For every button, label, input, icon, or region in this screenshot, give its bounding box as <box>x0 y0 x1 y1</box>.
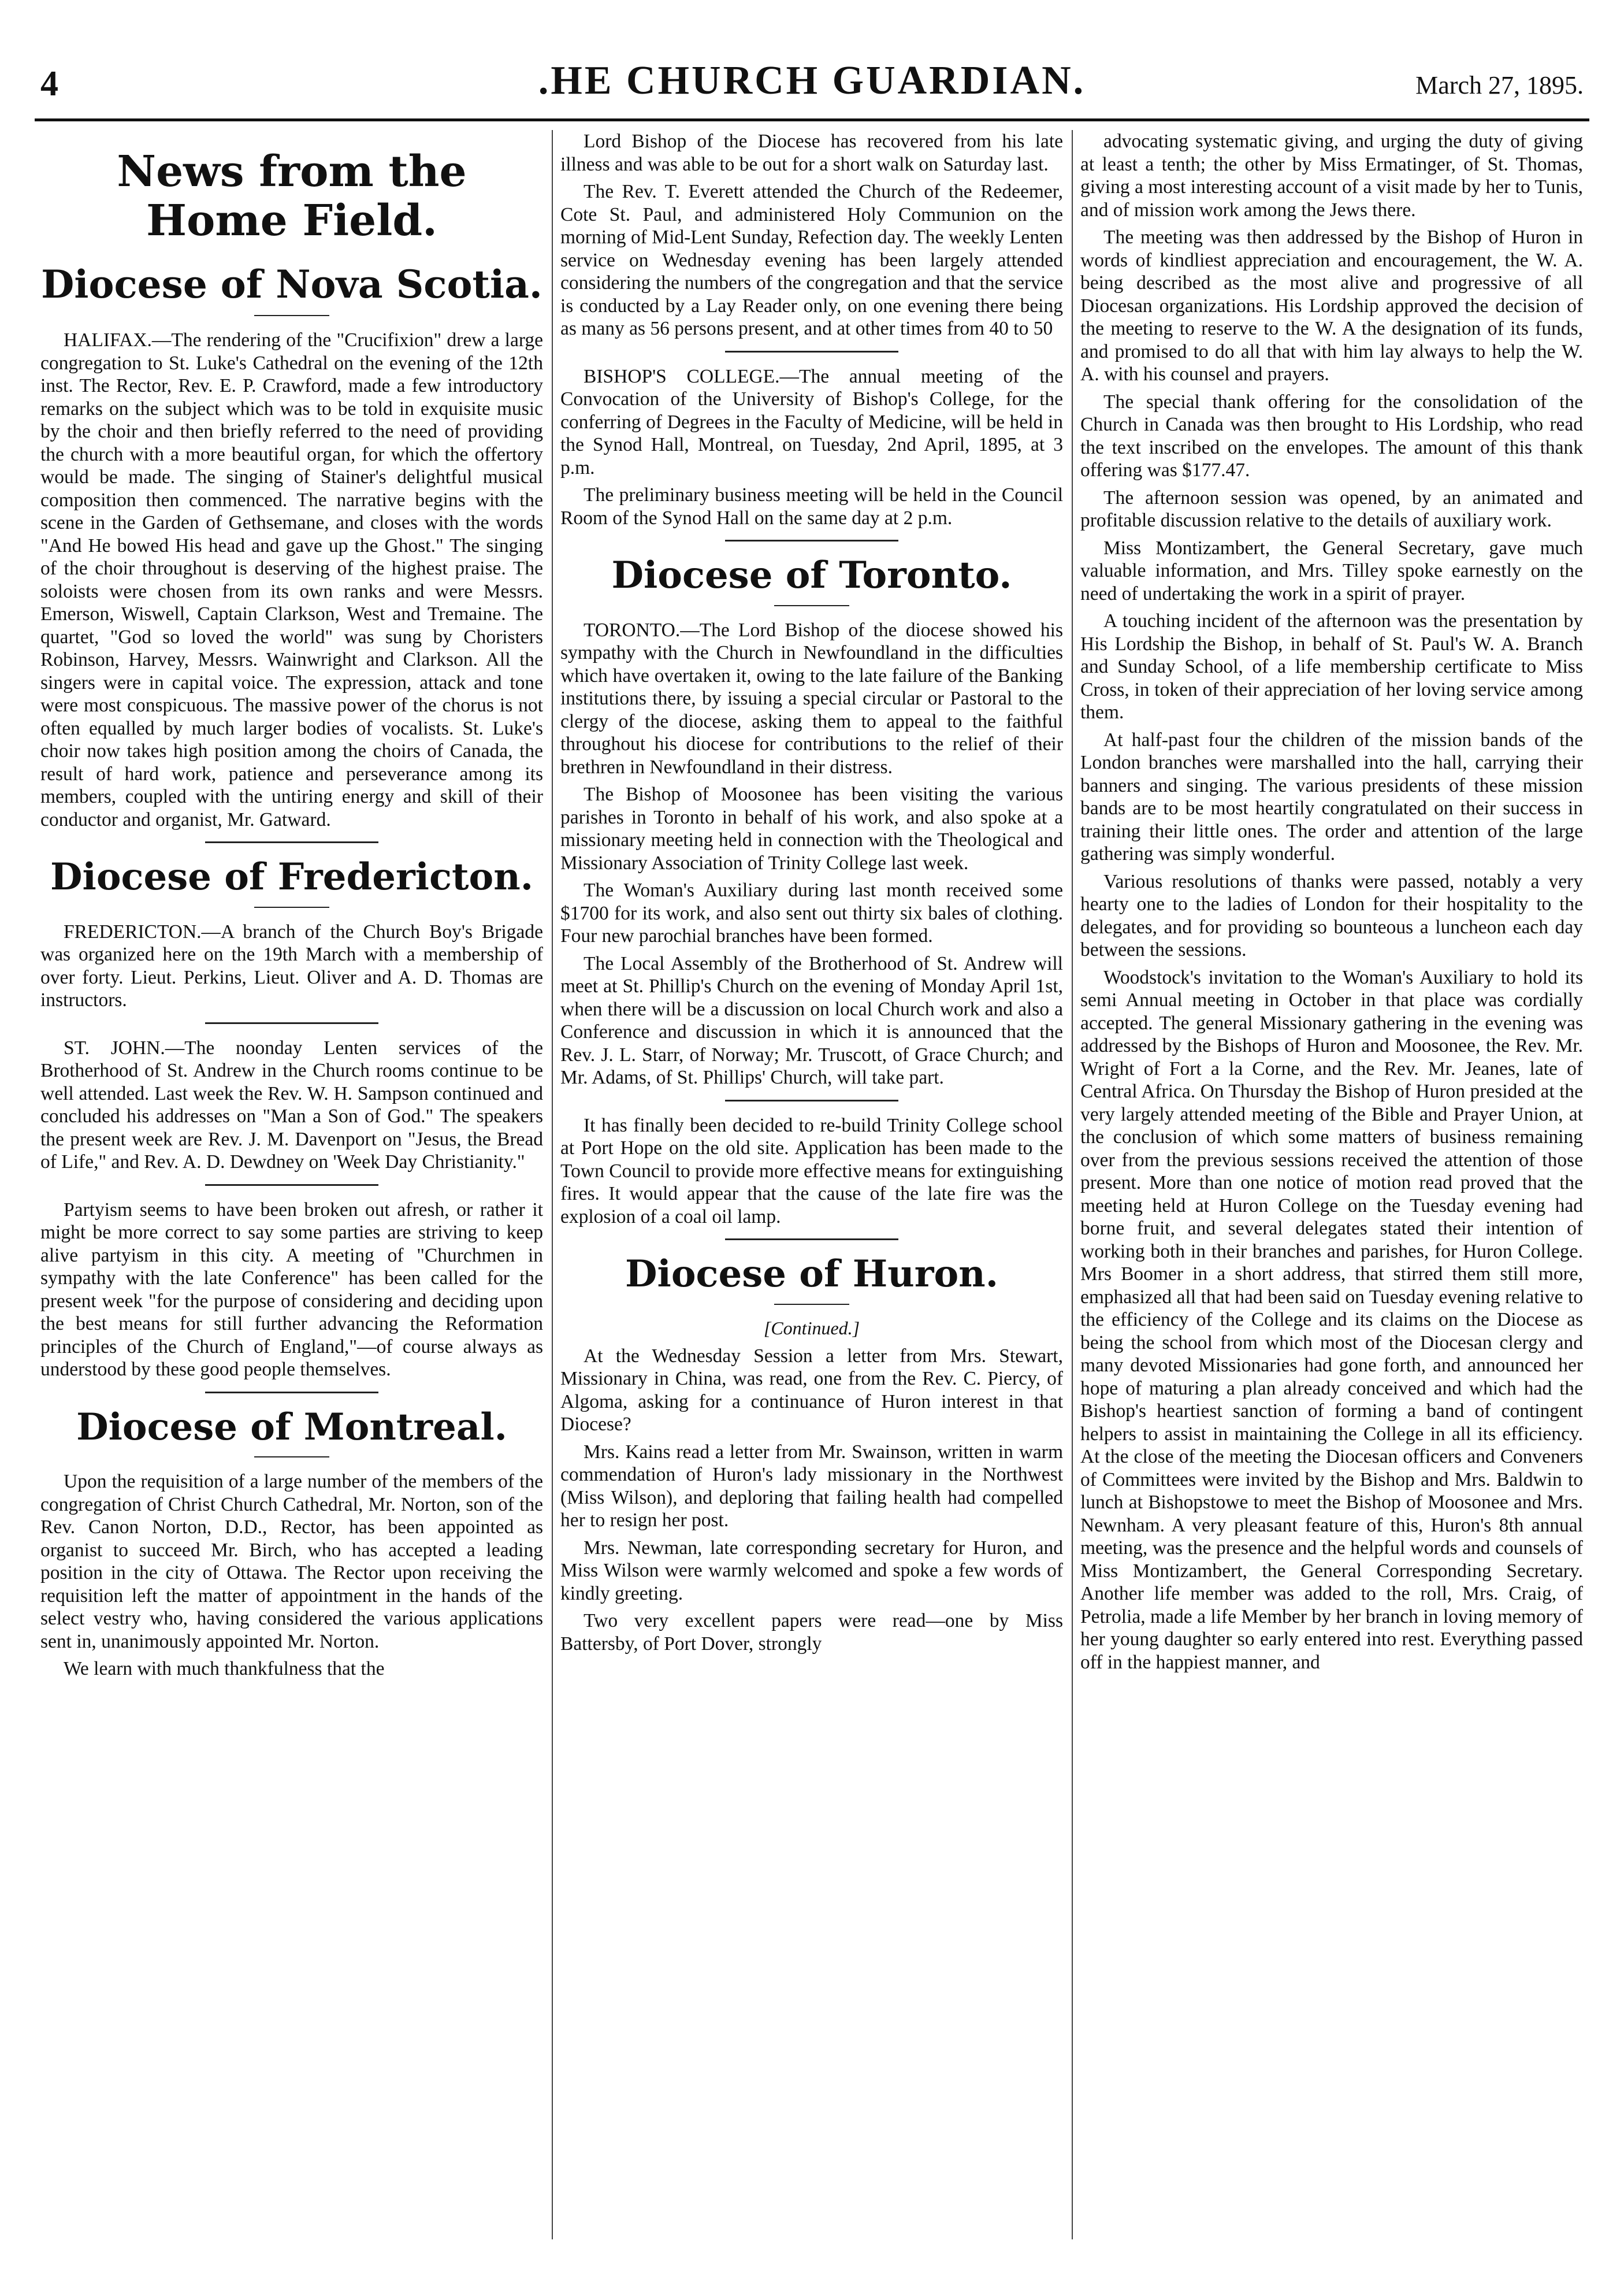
column-1 <box>40 130 543 2245</box>
divider <box>774 1304 849 1305</box>
article-paragraph: HALIFAX.—The rendering of the "Crucifixion" drew a large congregation to St. Luke's Cathedral on the evening of the 12th inst. The Rector, Rev. E. P. Crawford, made a few introductory remarks on the subject which was to be told in exquisite music by the choir and then briefly referred to the need of providing the church with a more beautiful organ, for which the offertory would be made. The singing of Stainer's delightful musical composition then commenced. The narrative begins with the scene in the Garden of Gethsemane, and closes with the words "And He bowed His head and gave up the Ghost." The singing of the choir throughout is deserving of the highest praise. The soloists were chosen from its own ranks and were Messrs. Emerson, Wiswell, Captain Clarkson, West and Tremaine. The quartet, "God so loved the world" was sung by Choristers Robinson, Harvey, Messrs. Wainwright and Clarkson. All the singers were in capital voice. The expression, attack and tone were most conspicuous. The massive power of the chorus is not often equalled by much larger bodies of vocalists. St. Luke's choir now takes high position among the choirs of Canada, the result of hard work, patience and perseverance among its members, coupled with the untiring energy and skill of their conductor and organist, Mr. Gatward. <box>40 329 543 830</box>
divider <box>254 1456 329 1457</box>
heading-fredericton: Diocese of Fredericton. <box>50 855 533 899</box>
article-paragraph: FREDERICTON.—A branch of the Church Boy's Brigade was organized here on the 19th March with a membership of over forty. Lieut. Perkins, Lieut. Oliver and A. D. Thomas are instructors. <box>40 921 543 1011</box>
page-number: 4 <box>40 64 58 103</box>
article-paragraph: The preliminary business meeting will be held in the Council Room of the Synod Hall on the same day at 2 p.m. <box>560 484 1063 529</box>
article-paragraph: The special thank offering for the consolidation of the Church in Canada was then brought to His Lordship, who read the text inscribed on the envelopes. The amount of this thank offering was $177.47. <box>1080 391 1583 481</box>
article-paragraph: ST. JOHN.—The noonday Lenten services of the Brotherhood of St. Andrew in the Church rooms continue to be well attended. Last week the Rev. W. H. Sampson continued and concluded his addresses on "Man a Son of God." The speakers the present week are Rev. J. M. Davenport on "Jesus, the Bread of Life," and Rev. A. D. Dewdney on 'Week Day Christianity." <box>40 1037 543 1173</box>
heading-nova-scotia: Diocese of Nova Scotia. <box>41 262 542 307</box>
divider <box>205 1392 378 1393</box>
divider <box>725 1100 898 1101</box>
article-paragraph: It has finally been decided to re-build Trinity College school at Port Hope on the old site. Application has been made to the Town Council to provide more effective means for extinguishing fires. It would appear that the cause of the late fire was the explosion of a coal oil lamp. <box>560 1114 1063 1227</box>
article-paragraph: Mrs. Newman, late corresponding secretary for Huron, and Miss Wilson were warmly welcomed and spoke a few words of kindly greeting. <box>560 1537 1063 1604</box>
article-paragraph: Upon the requisition of a large number of the members of the congregation of Christ Church Cathedral, Mr. Norton, son of the Rev. Canon Norton, D.D., Rector, has been appointed as organist to succeed Mr. Birch, who has accepted a leading position in the city of Ottawa. The Rector upon receiving the requisition left the matter of appointment in the hands of the select vestry who, having considered the various applications sent in, unanimously appointed Mr. Norton. <box>40 1471 543 1652</box>
article-paragraph: Various resolutions of thanks were passed, notably a very hearty one to the ladies of London for their hospitality to the delegates, and for providing so bounteous a luncheon each day between the sessions. <box>1080 870 1583 960</box>
article-paragraph: The Local Assembly of the Brotherhood of St. Andrew will meet at St. Phillip's Church on the evening of Monday April 1st, when there will be a discussion on local Church work and also a Conference and discussion in which it is announced that the Rev. J. L. Starr, of Norway; Mr. Truscott, of Grace Church; and Mr. Adams, of St. Phillips' Church, will take part. <box>560 952 1063 1089</box>
heading-montreal: Diocese of Montreal. <box>76 1405 507 1449</box>
article-paragraph: BISHOP'S COLLEGE.—The annual meeting of the Convocation of the University of Bishop's College, for the conferring of Degrees in the Faculty of Medicine, will be held in the Synod Hall, Montreal, on Tuesday, 2nd April, 1895, at 3 p.m. <box>560 365 1063 479</box>
divider <box>774 605 849 606</box>
divider <box>205 1184 378 1186</box>
masthead <box>40 58 1584 121</box>
divider <box>725 540 898 541</box>
heading-huron: Diocese of Huron. <box>625 1252 998 1296</box>
divider <box>205 841 378 843</box>
issue-date: March 27, 1895. <box>1415 71 1584 99</box>
column-2 <box>560 130 1063 2245</box>
article-paragraph: We learn with much thankfulness that the <box>64 1658 385 1680</box>
article-paragraph: TORONTO.—The Lord Bishop of the diocese showed his sympathy with the Church in Newfoundland in the difficulties which have overtaken it, owing to the late failure of the Banking institutions there, by issuing a special circular or Pastoral to the clergy of the diocese, asking them to appeal to the faithful throughout his diocese for contributions to the relief of their brethren in Newfoundland in their distress. <box>560 619 1063 778</box>
divider <box>254 315 329 316</box>
divider <box>725 1238 898 1240</box>
newspaper-title: .HE CHURCH GUARDIAN. <box>538 58 1086 103</box>
article-paragraph: The Bishop of Moosonee has been visiting the various parishes in Toronto in behalf of his work, and also spoke at a missionary meeting held in connection with the Theological and Missionary Association of Trinity College last week. <box>560 784 1063 874</box>
article-paragraph: Two very excellent papers were read—one by Miss Battersby, of Port Dover, strongly <box>560 1610 1063 1655</box>
article-paragraph: Woodstock's invitation to the Woman's Auxiliary to hold its semi Annual meeting in October in that place was cordially accepted. The general Missionary gathering in the evening was addressed by the Bishops of Huron and Moosonee, the Rev. Mr. Wright of Fort a la Corne, and the Rev. Mr. Jeanes, late of Central Africa. On Thursday the Bishop of Huron presided at the very largely attended meeting of the Bible and Prayer Union, at the conclusion of which some matters of business remaining over from the previous sessions received the attention of those present. More than one notice of motion read proved that the meeting held at Huron College on the Tuesday evening had borne fruit, and several delegates stated their intention of working both in their branches and parishes, for Huron College. Mrs Boomer in a short address, that stirred them still more, emphasized all that had been said on Tuesday evening relative to the efficiency of the College and its claims on the Diocese as being the school from which most of the Diocesan clergy and many devoted Missionaries had gone forth, and announced her hope of maturing a plan already conceived and which had the Bishop's heartiest sanction of forming a band of contingent helpers to assist in maintaining the College in all its efficiency. At the close of the meeting the Diocesan officers and Conveners of Committees were invited by the Bishop and Mrs. Baldwin to lunch at Bishopstowe to meet the Bishop of Moosonee and Mrs. Newnham. A very pleasant feature of this, Huron's 8th annual meeting, was the presence and the helpful words and counsels of Miss Montizambert, the General Corresponding Secretary. Another life member was added to the roll, Mrs. Craig, of Petrolia, made a life Member by her branch in loving memory of her young daughter so early entered into rest. Everything passed off in the happiest manner, and <box>1080 966 1583 1673</box>
article-paragraph: The meeting was then addressed by the Bishop of Huron in words of kindliest appreciation and encouragement, the W. A. being described as the most alive and progressive of all Diocesan organizations. His Lordship approved the decision of the meeting to reserve to the W. A the designation of its funds, and promised to do all that with him lay always to help the W. A. with his counsel and prayers. <box>1080 227 1583 385</box>
section-main-heading: News from the Home Field. <box>117 147 467 246</box>
article-paragraph: Lord Bishop of the Diocese has recovered from his late illness and was able to be out for a short walk on Saturday last. <box>560 131 1063 175</box>
column-3 <box>1080 130 1583 2245</box>
continued-note: [Continued.] <box>763 1317 860 1338</box>
masthead-rule <box>35 118 1589 121</box>
column-divider <box>1072 130 1073 2239</box>
article-paragraph: The afternoon session was opened, by an animated and profitable discussion relative to the details of auxiliary work. <box>1080 487 1583 531</box>
article-paragraph: Partyism seems to have been broken out afresh, or rather it might be more correct to say some parties are striving to keep alive partyism in this city. A meeting of "Churchmen in sympathy with the late Conference" has been called for the present week "for the purpose of considering and deciding upon the best means for still further advancing the Reformation principles of the Church of England,"—of course always as understood by these good people themselves. <box>40 1199 543 1381</box>
divider <box>725 351 898 353</box>
divider <box>205 1022 378 1024</box>
divider <box>254 907 329 908</box>
article-paragraph: At the Wednesday Session a letter from Mrs. Stewart, Missionary in China, was read, one from the Rev. C. Piercy, of Algoma, asking for a continuance of Huron interest in that Diocese? <box>560 1345 1063 1436</box>
article-paragraph: Miss Montizambert, the General Secretary, gave much valuable information, and Mrs. Tilley spoke earnestly on the need of undertaking the work in a spirit of prayer. <box>1080 537 1583 604</box>
article-paragraph: The Woman's Auxiliary during last month received some $1700 for its work, and also sent out thirty six bales of clothing. Four new parochial branches have been formed. <box>560 880 1063 947</box>
column-divider <box>552 130 553 2239</box>
article-paragraph: At half-past four the children of the mission bands of the London branches were marshalled into the hall, carrying their banners and singing. The various presidents of these mission bands are to be most heartily congratulated on their success in training their little ones. The order and attention of the large gathering was simply wonderful. <box>1080 729 1583 865</box>
article-paragraph: advocating systematic giving, and urging the duty of giving at least a tenth; the other by Miss Ermatinger, of St. Thomas, giving a most interesting account of a visit made by her to Tunis, and of mission work among the Jews there. <box>1080 131 1583 221</box>
article-paragraph: Mrs. Kains read a letter from Mr. Swainson, written in warm commendation of Huron's lady missionary in the Northwest (Miss Wilson), and deploring that failing health had compelled her to resign her post. <box>560 1441 1063 1531</box>
article-paragraph: The Rev. T. Everett attended the Church of the Redeemer, Cote St. Paul, and administered Holy Communion on the morning of Mid-Lent Sunday, Refection day. The weekly Lenten service on Wednesday evening has been largely attended considering the numbers of the congregation and that the service is conducted by a Lay Reader only, on one evening there being as many as 56 persons present, and at other times from 40 to 50 <box>560 181 1063 339</box>
article-paragraph: A touching incident of the afternoon was the presentation by His Lordship the Bishop, in behalf of St. Paul's W. A. Branch and Sunday School, of a life membership certificate to Miss Cross, in token of their appreciation of her loving service among them. <box>1080 610 1583 723</box>
heading-toronto: Diocese of Toronto. <box>611 554 1012 597</box>
